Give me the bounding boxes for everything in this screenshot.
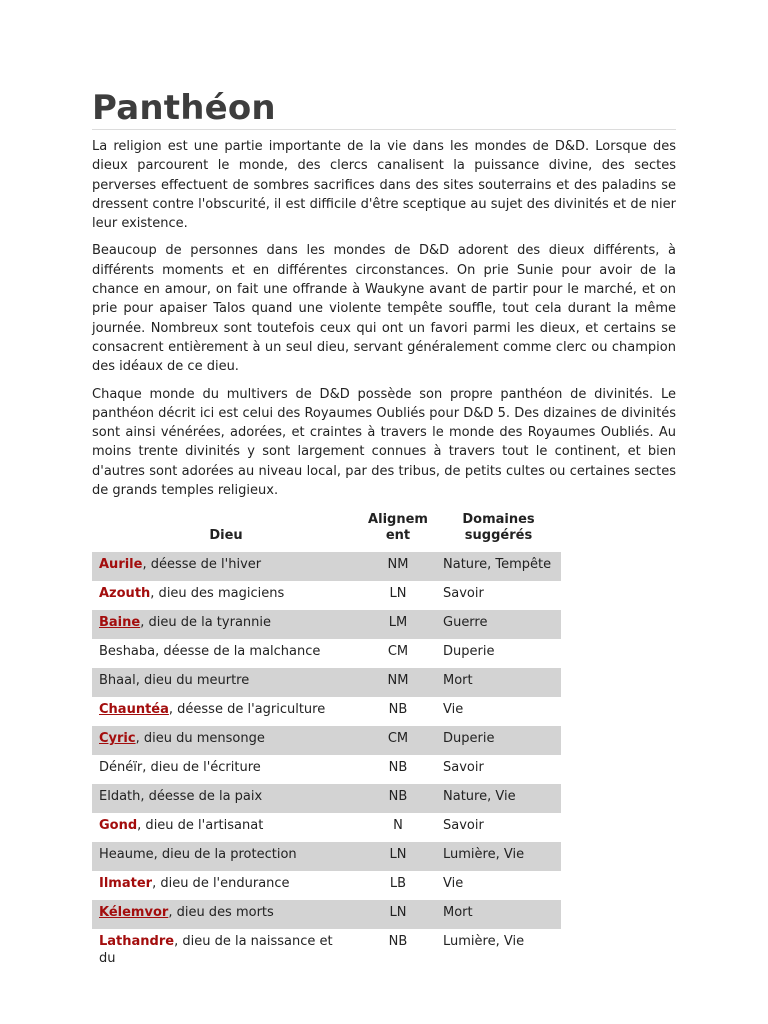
cell-alignement: NM [360,668,436,697]
table-row [92,581,561,610]
intro-paragraph-3: Chaque monde du multivers de D&D possède son propre panthéon de divinités. Le panthéon décrit ici est celui des Royaumes Oubliés pour D&D 5. Des dizaines de divinités sont ainsi vénérées, adorées, et craintes à travers le monde des Royaumes Oubliés. Au moins trente divinités y sont largement connues à travers tout le continent, et bien d'autres sont adorées au niveau local, par des tribus, de petits cultes ou certaines sectes de grands temples religieux. [92,386,676,499]
god-name-link[interactable]: Kélemvor [99,905,169,921]
cell-domaines: Duperie [443,644,495,660]
god-description: , dieu du mensonge [135,731,265,747]
cell-dieu [92,842,360,871]
cell-alignement: LN [389,586,407,602]
god-description: , dieu de la tyrannie [140,615,271,631]
cell-domaines: Mort [436,668,561,697]
cell-domaines: Nature, Vie [436,784,561,813]
intro-paragraph-1: La religion est une partie importante de la vie dans les mondes de D&D. Lorsque des dieux parcourent le monde, des clercs canalisent la puissance divine, des sectes perverses effectuent de sombres sacrifices dans des sites souterrains et des paladins se dressent contre l'obscurité, il est difficile d'être sceptique au sujet des divinités et de nier leur existence. [92,139,676,232]
god-name: Heaume [99,847,154,863]
cell-alignement: CM [360,726,436,755]
god-description: , dieu des morts [168,905,274,921]
cell-dieu [92,784,360,813]
god-name: Dénéïr [99,760,143,776]
table-row [92,639,561,668]
god-name-link[interactable]: Baine [99,615,141,631]
table-row [92,842,561,871]
god-description: , déesse de la malchance [155,644,321,660]
table-row [92,871,561,900]
god-name-link[interactable]: Chauntéa [99,702,169,718]
table-row [92,784,561,813]
cell-dieu [92,929,360,975]
pantheon-table [92,508,561,975]
cell-alignement: LN [360,900,436,929]
god-description: , déesse de l'hiver [142,557,262,573]
cell-alignement: NB [360,784,436,813]
god-description: , déesse de la paix [140,789,263,805]
cell-domaines: Vie [443,876,464,892]
god-name: Bhaal [99,673,136,689]
cell-alignement: NB [388,760,408,776]
table-body [92,552,561,975]
intro-paragraph-2: Beaucoup de personnes dans les mondes de D&D adorent des dieux différents, à différents moments et en différentes circonstances. On prie Sunie pour avoir de la chance en amour, on fait une offrande à Waukyne avant de partir pour le marché, et on prie pour apaiser Talos quand une violente tempête souffle, tout cela durant la même journée. Nombreux sont toutefois ceux qui ont un favori parmi les dieux, et certains se consacrent entièrement à un seul dieu, servant généralement comme clerc ou champion des idéaux de ce dieu. [92,243,676,375]
god-description: , dieu de la naissance et du [99,934,333,967]
cell-dieu [92,610,360,639]
cell-domaines: Mort [436,900,561,929]
header-alignement: Alignement [368,512,428,543]
god-name-link[interactable]: Aurile [99,557,143,573]
god-description: , dieu de l'artisanat [137,818,264,834]
cell-dieu [92,755,360,784]
header-dieu: Dieu [209,527,243,543]
god-name: Eldath [99,789,141,805]
cell-domaines: Savoir [443,586,484,602]
table-row [92,755,561,784]
cell-dieu [92,581,360,610]
god-description: , dieu de l'endurance [152,876,290,892]
document-page [92,88,676,975]
cell-domaines: Nature, Tempête [436,552,561,581]
god-description: , déesse de l'agriculture [168,702,326,718]
cell-alignement: NM [360,552,436,581]
table-row [92,610,561,639]
page-title: Panthéon [92,88,676,130]
cell-dieu [92,900,360,929]
table-row [92,726,561,755]
cell-dieu [92,813,360,842]
cell-alignement: NB [388,934,408,950]
table-row [92,552,561,581]
god-description: , dieu des magiciens [150,586,285,602]
cell-domaines: Duperie [436,726,561,755]
cell-alignement: N [393,818,403,834]
table-row [92,697,561,726]
god-name-link[interactable]: Ilmater [99,876,153,892]
god-description: , dieu de la protection [153,847,297,863]
cell-dieu [92,697,360,726]
cell-dieu [92,552,360,581]
cell-domaines: Savoir [443,818,484,834]
cell-dieu [92,639,360,668]
cell-domaines: Lumière, Vie [443,934,525,950]
table-row [92,813,561,842]
god-description: , dieu du meurtre [135,673,250,689]
cell-alignement: LM [360,610,436,639]
table-header-row [92,508,561,552]
cell-domaines: Savoir [443,760,484,776]
god-name-link[interactable]: Lathandre [99,934,175,950]
god-name-link[interactable]: Azouth [99,586,151,602]
god-name: Beshaba [99,644,156,660]
cell-alignement: NB [388,702,408,718]
table-row [92,929,561,975]
god-description: , dieu de l'écriture [142,760,261,776]
cell-domaines: Lumière, Vie [436,842,561,871]
cell-alignement: LB [389,876,407,892]
cell-dieu [92,668,360,697]
cell-domaines: Guerre [436,610,561,639]
header-domaines: Domaines suggérés [462,512,535,543]
cell-domaines: Vie [443,702,464,718]
cell-alignement: CM [387,644,409,660]
table-row [92,900,561,929]
table-row [92,668,561,697]
cell-dieu [92,871,360,900]
cell-dieu [92,726,360,755]
cell-alignement: LN [360,842,436,871]
god-name-link[interactable]: Gond [99,818,138,834]
god-name-link[interactable]: Cyric [99,731,136,747]
